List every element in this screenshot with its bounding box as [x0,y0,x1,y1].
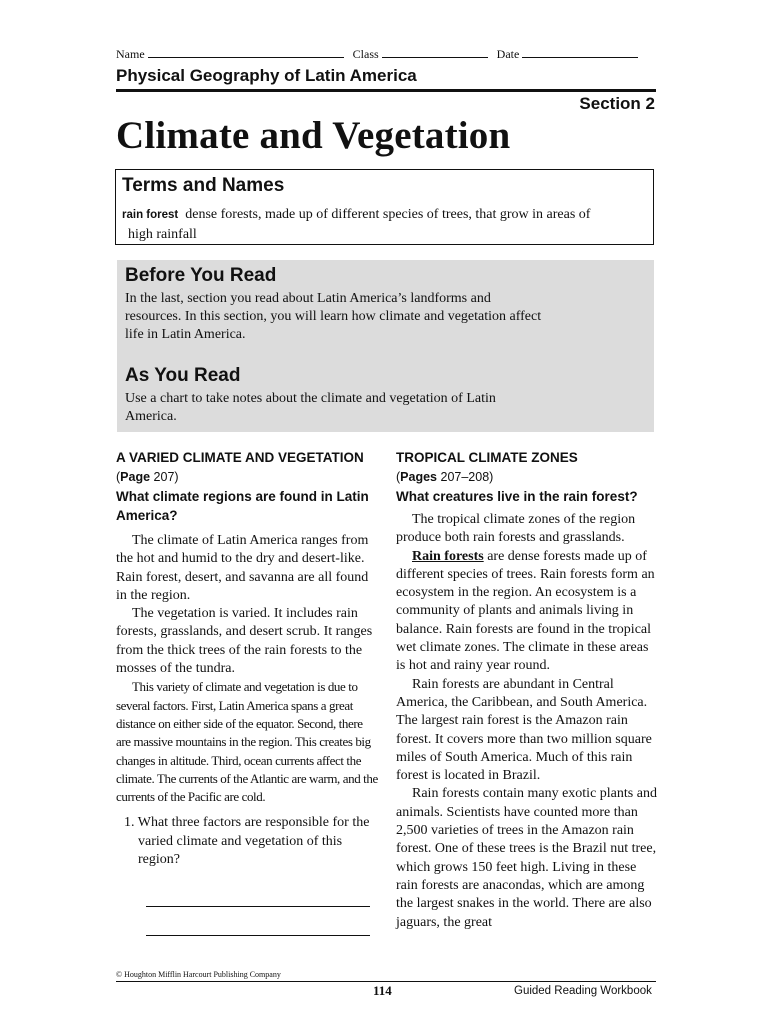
right-question: What creatures live in the rain forest? [396,489,638,504]
terms-heading: Terms and Names [122,175,285,196]
rain-forests-term: Rain forests [412,548,484,564]
section-label: Section 2 [579,94,655,113]
right-page-num: 207–208 [440,470,490,484]
date-label: Date [496,47,520,61]
name-blank[interactable] [148,47,344,58]
right-heading: TROPICAL CLIMATE ZONES [396,450,578,465]
left-page-word: Page [120,470,151,484]
right-page-ref: (Pages 207–208) [396,470,494,484]
term-definition [122,205,642,244]
left-paragraph-3: This variety of climate and vegetation is due to several factors. First, Latin America spans a great distance on either side of the equator. Second, there are massive mountains in the region. This creates big changes in altitude. Third, ocean currents affect the climate. The currents of the Atlantic are warm, and the currents of the Pacific are cold. [116,679,378,805]
right-column [396,448,658,932]
name-label: Name [116,47,145,61]
footer-rule [116,981,656,982]
as-you-read-text: Use a chart to take notes about the climate and vegetation of Latin America. [125,391,496,424]
unit-title: Physical Geography of Latin America [116,66,417,85]
class-label: Class [352,47,379,61]
left-column [116,448,378,936]
workbook-title: Guided Reading Workbook [514,985,652,997]
left-page-num: 207 [153,470,175,484]
right-paragraph-1: The tropical climate zones of the region produce both rain forests and grasslands. [396,512,636,546]
right-paragraph-2 [396,548,658,676]
term-word: rain forest [122,209,179,221]
answer-line-1[interactable] [146,878,370,907]
header-rule [116,89,656,92]
left-page-ref: (Page 207) [116,470,179,484]
name-class-date-line [116,47,656,62]
page-title: Climate and Vegetation [116,114,511,157]
before-you-read-heading: Before You Read [125,265,277,286]
date-blank[interactable] [522,47,638,58]
left-question: What climate regions are found in Latin America? [116,489,369,523]
term-definition-line1: dense forests, made up of different species of trees, that grow in areas of [185,207,591,222]
question-1: 1. What three factors are responsible for the varied climate and vegetation of this region? [124,815,370,868]
left-paragraph-1: The climate of Latin America ranges from the hot and humid to the dry and desert-like. Rain forest, desert, and savanna are all found in the region. [116,533,369,603]
before-you-read-text: In the last, section you read about Latin America’s landforms and resources. In this section, you will learn how climate and vegetation affect life in Latin America. [125,291,542,342]
right-paragraph-3: Rain forests are abundant in Central America, the Caribbean, and South America. The largest rain forest is the Amazon rain forest. It covers more than two million square miles of South America. Much of this rain forest is located in Brazil. [396,676,652,784]
answer-line-2[interactable] [146,907,370,936]
before-as-you-read-box [117,260,654,432]
right-paragraph-4: Rain forests contain many exotic plants and animals. Scientists have counted more than 2,500 varieties of trees in the Amazon rain forest. One of these trees is the Brazil nut tree, which grows 150 feet high. Living in these rain forests are anacondas, which are among the largest snakes in the world. There are also jaguars, the great [396,786,657,930]
copyright: © Houghton Mifflin Harcourt Publishing Company [116,970,281,979]
right-page-word: Pages [400,470,438,484]
left-heading [116,448,378,487]
page-number: 114 [373,983,392,998]
terms-and-names-box [115,169,654,245]
class-blank[interactable] [382,47,488,58]
left-heading-text: A VARIED CLIMATE AND VEGETATION [116,450,364,465]
right-paragraph-2-text: are dense forests made up of different species of trees. Rain forests form an ecosystem in the region. An ecosystem is a community of plants and animals living in balance. Rain forests are found in the tropical wet climate zones. The climate in these areas is hot and rainy year round. [396,548,655,674]
left-paragraph-2: The vegetation is varied. It includes rain forests, grasslands, and desert scrub. It ranges from the thick trees of the rain forests to the mosses of the tundra. [116,606,373,677]
term-definition-line2: high rainfall [128,227,197,242]
as-you-read-heading: As You Read [125,365,241,386]
